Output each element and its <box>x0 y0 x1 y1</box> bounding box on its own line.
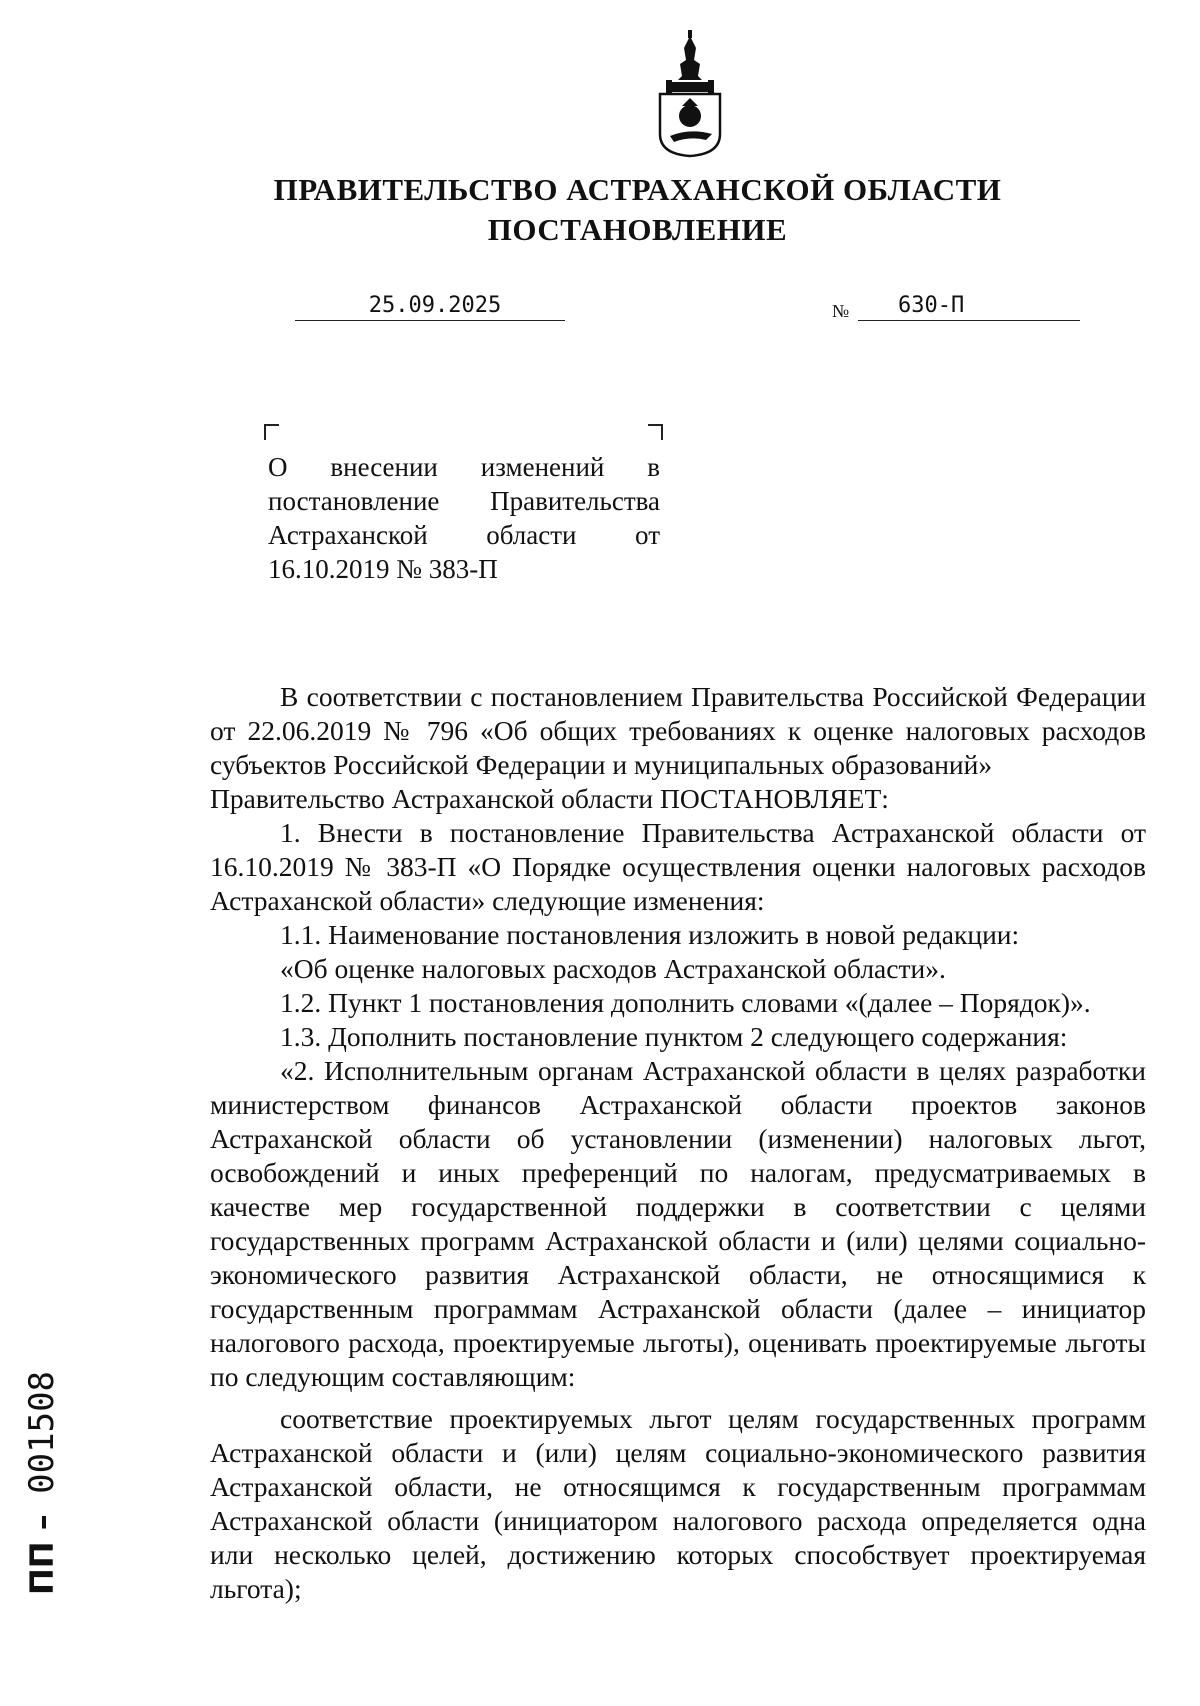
clause-1-2: 1.2. Пункт 1 постановления дополнить словами «(далее – Порядок)». <box>280 987 1091 1018</box>
clause-1-1: 1.1. Наименование постановления изложить в новой редакции: <box>280 919 1020 950</box>
document-number: 630-П <box>858 292 1080 321</box>
document-date: 25.09.2025 <box>295 292 565 321</box>
clause-1-1-new-title: «Об оценке налоговых расходов Астраханской области». <box>280 953 946 984</box>
number-sign: № <box>832 301 850 321</box>
subject-bracket-right <box>648 424 663 440</box>
clause-2-component: соответствие проектируемых льгот целям государственных программ Астраханской области и (или) целям социально-экономического развития Астраханской области, не относящимся к государственным программам Астраханской области (инициатором налогового расхода определяется одна или несколько целей, достижению которых способствует проектируемая льгота); <box>210 1403 1146 1604</box>
subject-bracket-left <box>264 424 279 440</box>
coat-of-arms-emblem <box>640 30 740 158</box>
government-title: ПРАВИТЕЛЬСТВО АСТРАХАНСКОЙ ОБЛАСТИ <box>273 172 1002 207</box>
clause-2-text: «2. Исполнительным органам Астраханской области в целях разработки министерством финансов Астраханской области проектов законов Астраханской области об установлении (изменении) налоговых льгот, освобождений и иных преференций по налогам, предусматриваемых в качестве мер государственной поддержки в соответствии с целями государственных программ Астраханской области и (или) целями социально-экономического развития Астраханской области, не относящимися к государственным программам Астраханской области (далее – инициатор налогового расхода, проектируемые льготы), оценивать проектируемые льготы по следующим составляющим: <box>210 1055 1146 1392</box>
side-serial-code <box>22 1371 62 1595</box>
preamble-paragraph: В соответствии с постановлением Правительства Российской Федерации от 22.06.2019 № 796 «Об общих требованиях к оценке налоговых расходов субъектов Российской Федерации и муниципальных образований» <box>210 681 1146 780</box>
resolution-statement: Правительство Астраханской области ПОСТАНОВЛЯЕТ: <box>210 783 889 814</box>
clause-1: 1. Внести в постановление Правительства Астраханской области от 16.10.2019 № 383-П «О Порядке осуществления оценки налоговых расходов Астраханской области» следующие изменения: <box>210 817 1146 916</box>
document-type: ПОСТАНОВЛЕНИЕ <box>487 212 788 247</box>
document-body <box>210 680 1146 1606</box>
document-subject: О внесении изменений в постановление Правительства Астраханской области от 16.10.2019 № 383-П <box>268 452 660 584</box>
clause-1-3: 1.3. Дополнить постановление пунктом 2 следующего содержания: <box>280 1021 1068 1052</box>
side-code-number: 001508 <box>22 1370 62 1494</box>
side-code-prefix: ПП – <box>23 1514 61 1595</box>
